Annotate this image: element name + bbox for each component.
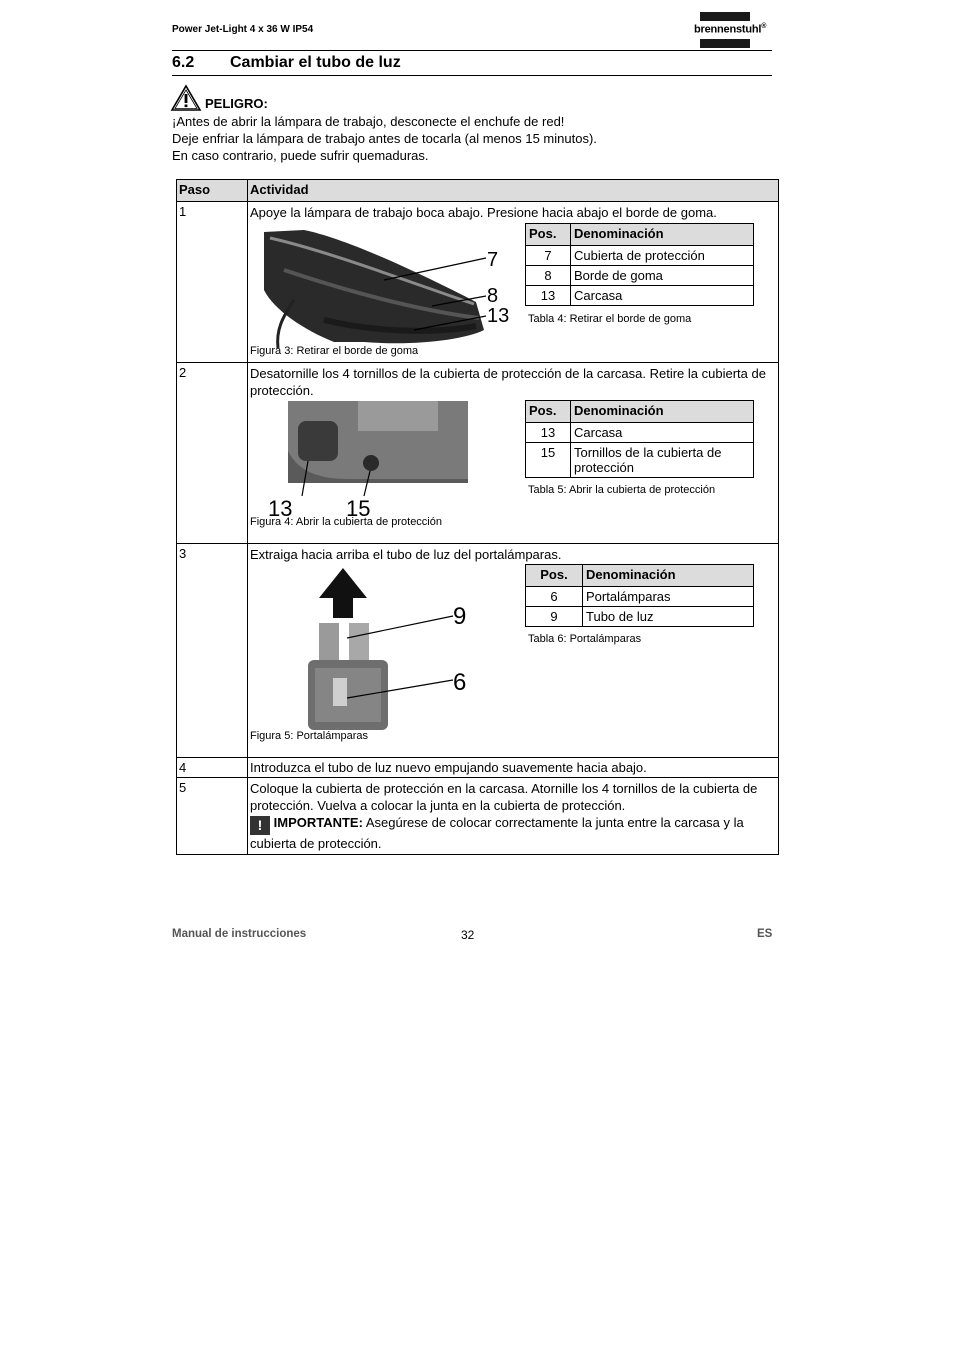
- pos-header-pos: Pos.: [526, 401, 571, 423]
- important-text: Asegúrese de colocar correctamente la junta entre la carcasa y la cubierta de protección.: [250, 815, 744, 851]
- figure-rubber-edge-image: [264, 230, 514, 350]
- pos-header: [526, 224, 754, 246]
- figure-caption: Figura 4: Abrir la cubierta de protección: [250, 516, 442, 528]
- pos-value: 6: [526, 587, 583, 607]
- step-row-3: [177, 544, 779, 758]
- steps-table-header: [177, 180, 779, 202]
- figure-open-cover-image: [268, 401, 468, 521]
- pos-header-name: Denominación: [583, 565, 754, 587]
- warning-line-3: En caso contrario, puede sufrir quemaduras.: [172, 148, 429, 163]
- logo-mark: ®: [761, 23, 767, 30]
- step-activity: [248, 778, 779, 855]
- section-divider: [172, 75, 772, 76]
- pos-header-pos: Pos.: [526, 565, 583, 587]
- pos-header-name: Denominación: [571, 224, 754, 246]
- step-text: Introduzca el tubo de luz nuevo empujando suavemente hacia abajo.: [250, 760, 647, 775]
- step-number: 1: [177, 202, 248, 363]
- steps-table: [176, 179, 779, 855]
- step-row-5: [177, 778, 779, 855]
- pos-name: Portalámparas: [583, 587, 754, 607]
- logo-bar-top: [700, 12, 750, 21]
- warning-triangle-icon: [171, 85, 201, 111]
- step-row-2: [177, 363, 779, 544]
- step-activity: [248, 758, 779, 778]
- pos-header-pos: Pos.: [526, 224, 571, 246]
- pos-row: [526, 587, 754, 607]
- pos-row: [526, 423, 754, 443]
- callout-8: 8: [487, 285, 499, 307]
- pos-row: [526, 286, 754, 306]
- pos-name: Borde de goma: [571, 266, 754, 286]
- pos-header-name: Denominación: [571, 401, 754, 423]
- pos-row: [526, 607, 754, 627]
- callout-15: 15: [346, 496, 371, 521]
- position-table: [525, 223, 754, 306]
- pos-value: 15: [526, 443, 571, 478]
- figure-caption: Figura 5: Portalámparas: [250, 730, 368, 742]
- step-row-4: [177, 758, 779, 778]
- step-activity: [248, 544, 779, 758]
- figure-caption: Figura 3: Retirar el borde de goma: [250, 345, 419, 357]
- position-table: [525, 564, 754, 627]
- brand-logo: [694, 12, 776, 50]
- section-title: Cambiar el tubo de luz: [230, 54, 401, 71]
- important-notice-icon: !: [250, 816, 270, 835]
- header-product-title: Power Jet-Light 4 x 36 W IP54: [172, 24, 314, 35]
- figure-lamp-holder-image: [303, 568, 483, 734]
- pos-name: Tubo de luz: [583, 607, 754, 627]
- callout-7: 7: [487, 249, 499, 271]
- pos-name: Carcasa: [571, 423, 754, 443]
- callout-9: 9: [453, 603, 467, 630]
- step-activity: [248, 202, 779, 363]
- position-table: [525, 400, 754, 478]
- pos-row: [526, 266, 754, 286]
- pos-value: 8: [526, 266, 571, 286]
- important-label: IMPORTANTE:: [273, 815, 363, 830]
- pos-value: 13: [526, 286, 571, 306]
- header-divider: [172, 50, 772, 51]
- warning-label: PELIGRO:: [205, 96, 268, 111]
- step-number: 3: [177, 544, 248, 758]
- pos-row: [526, 246, 754, 266]
- step-number: 2: [177, 363, 248, 544]
- header-actividad: Actividad: [248, 180, 779, 202]
- table-caption: Tabla 6: Portalámparas: [528, 633, 642, 645]
- pos-value: 7: [526, 246, 571, 266]
- page-number: 32: [461, 928, 475, 942]
- step-activity: [248, 363, 779, 544]
- section-number: 6.2: [172, 54, 195, 71]
- pos-header: [526, 565, 754, 587]
- logo-text: [694, 23, 766, 36]
- header-paso: Paso: [177, 180, 248, 202]
- step-text: Apoye la lámpara de trabajo boca abajo. Presione hacia abajo el borde de goma.: [250, 205, 717, 220]
- callout-6: 6: [453, 669, 467, 696]
- step-text: Desatornille los 4 tornillos de la cubierta de protección de la carcasa. Retire la cubierta de protección.: [250, 366, 766, 398]
- footer-language: ES: [757, 928, 773, 940]
- table-caption: Tabla 4: Retirar el borde de goma: [528, 313, 692, 325]
- pos-row: [526, 443, 754, 478]
- callout-13: 13: [268, 496, 293, 521]
- step-text: Coloque la cubierta de protección en la carcasa. Atornille los 4 tornillos de la cubierta de protección. Vuelva a colocar la junta en la cubierta de protección.: [250, 781, 758, 813]
- pos-name: Tornillos de la cubierta de protección: [571, 443, 754, 478]
- pos-value: 9: [526, 607, 583, 627]
- logo-bar-bottom: [700, 39, 750, 48]
- step-text: Extraiga hacia arriba el tubo de luz del portalámparas.: [250, 547, 562, 562]
- step-number: 4: [177, 758, 248, 778]
- pos-value: 13: [526, 423, 571, 443]
- warning-line-1: ¡Antes de abrir la lámpara de trabajo, desconecte el enchufe de red!: [172, 114, 565, 129]
- step-number: 5: [177, 778, 248, 855]
- warning-line-2: Deje enfriar la lámpara de trabajo antes de tocarla (al menos 15 minutos).: [172, 131, 597, 146]
- footer-manual-label: Manual de instrucciones: [172, 928, 307, 940]
- step-row-1: [177, 202, 779, 363]
- pos-name: Cubierta de protección: [571, 246, 754, 266]
- pos-header: [526, 401, 754, 423]
- table-caption: Tabla 5: Abrir la cubierta de protección: [528, 484, 716, 496]
- callout-13: 13: [487, 305, 510, 327]
- pos-name: Carcasa: [571, 286, 754, 306]
- logo-brand: brennenstuhl: [694, 23, 762, 36]
- arrow-up-icon: [319, 568, 367, 618]
